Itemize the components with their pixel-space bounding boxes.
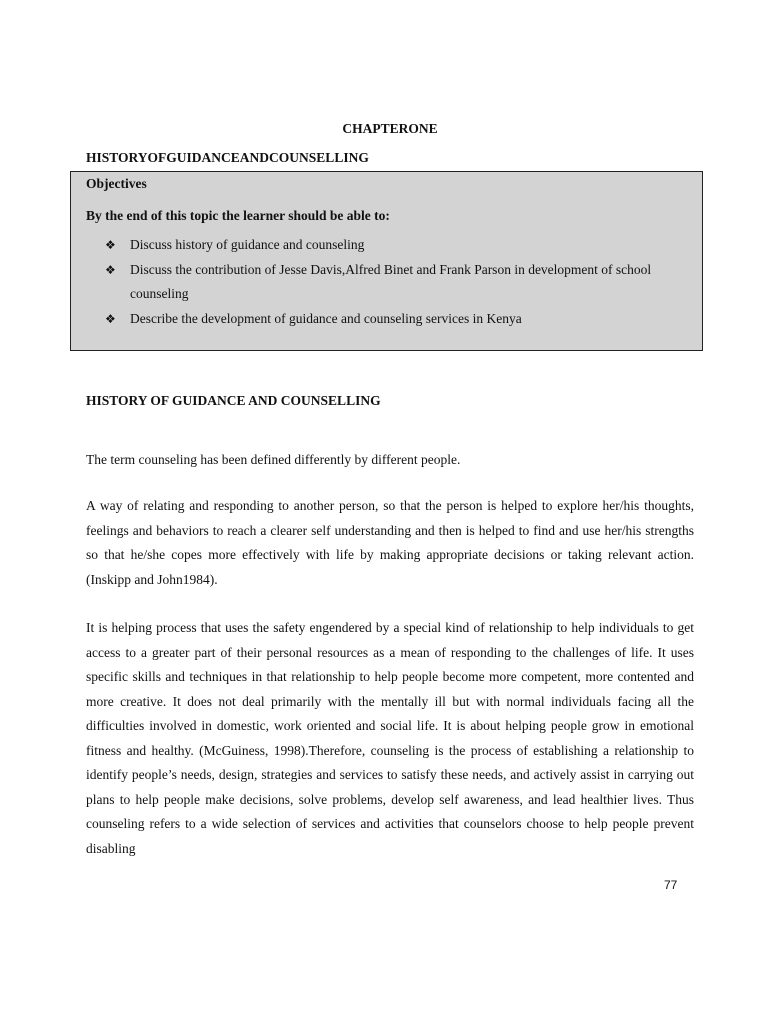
objectives-box	[70, 171, 703, 351]
objective-item	[105, 307, 685, 332]
diamond-bullet-icon: ❖	[105, 238, 116, 252]
objective-text: Describe the development of guidance and counseling services in Kenya	[130, 310, 522, 326]
objective-text: Discuss history of guidance and counseling	[130, 237, 365, 252]
body-paragraph: The term counseling has been defined differently by different people.	[86, 452, 461, 467]
body-paragraph: It is helping process that uses the safety engendered by a special kind of relationship to help individuals to get access to a greater part of their personal resources as a mean of responding to the challenges of life. It uses specific skills and techniques in that relationship to help people become more competent, more contented and more creative. It does not deal primarily with the mentally ill but with normal individuals facing all the difficulties involved in domestic, work oriented and social life. It is about helping people grow in emotional fitness and healthy. (McGuiness, 1998).Therefore, counseling is the process of establishing a relationship to identify people’s needs, design, strategies and services to satisfy these needs, and actively assist in carrying out plans to help people make decisions, solve problems, develop self awareness, and lead healthier lives. Thus counseling refers to a wide selection of services and activities that counselors choose to help people prevent disabling	[86, 620, 694, 856]
objective-item	[105, 233, 685, 258]
objective-text: Discuss the contribution of Jesse Davis,Alfred Binet and Frank Parson in development of school counseling	[130, 261, 652, 301]
chapter-label: CHAPTERONE	[342, 121, 438, 136]
diamond-bullet-icon: ❖	[105, 311, 116, 326]
diamond-bullet-icon: ❖	[105, 262, 116, 277]
objectives-list	[105, 233, 685, 331]
objectives-intro: By the end of this topic the learner should be able to:	[86, 208, 390, 223]
objectives-heading: Objectives	[86, 176, 147, 191]
chapter-title: HISTORYOFGUIDANCEANDCOUNSELLING	[86, 150, 369, 165]
section-heading: HISTORY OF GUIDANCE AND COUNSELLING	[86, 393, 381, 408]
objective-item	[105, 258, 685, 307]
page-number: 77	[664, 878, 678, 892]
body-paragraph: A way of relating and responding to another person, so that the person is helped to explore her/his thoughts, feelings and behaviors to reach a clearer self understanding and then is helped to find and use her/his strengths so that he/she copes more effectively with life by making appropriate decisions or taking relevant action. (Inskipp and John1984).	[86, 498, 694, 587]
